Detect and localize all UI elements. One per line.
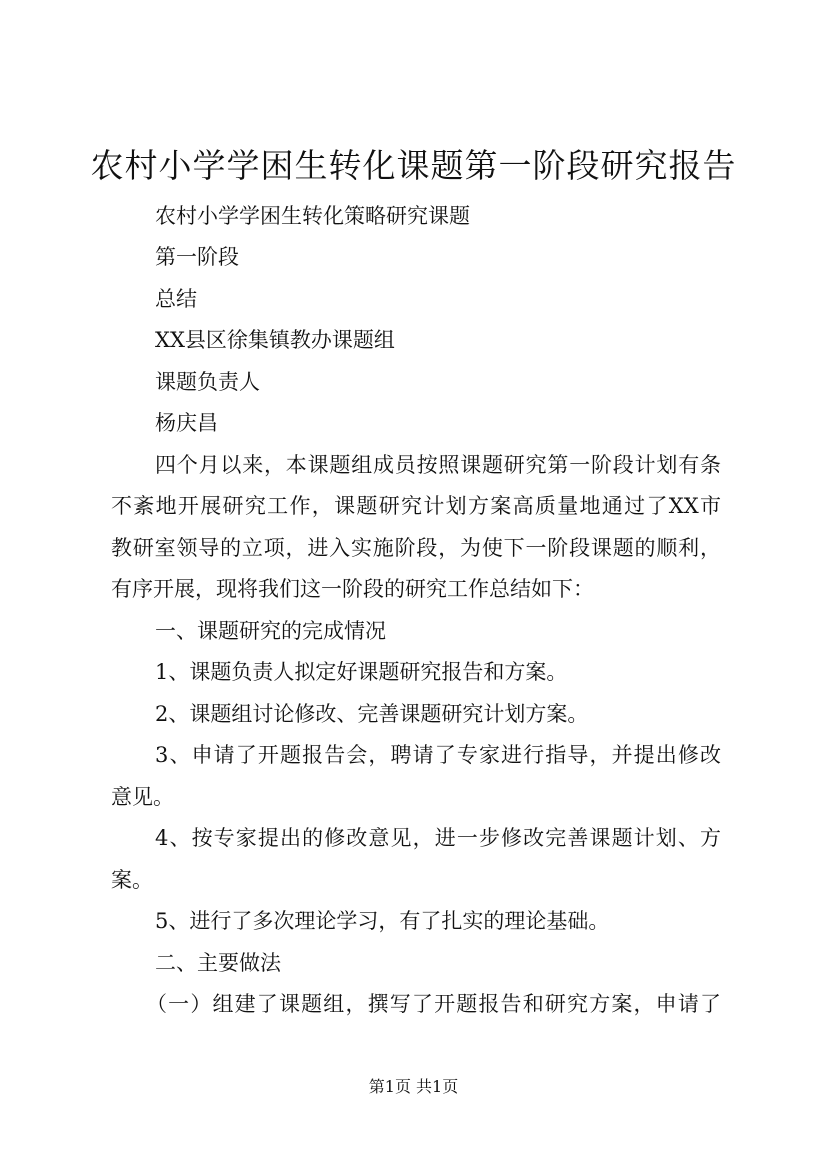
- organization-line: XX县区徐集镇教办课题组: [155, 328, 395, 352]
- leader-name-line: 杨庆昌: [155, 411, 218, 435]
- list-item-continuation: 意见。: [111, 785, 174, 809]
- leader-label-line: 课题负责人: [155, 370, 260, 394]
- list-item: 4、按专家提出的修改意见，进一步修改完善课题计划、方: [155, 826, 721, 850]
- section-heading: 一、课题研究的完成情况: [155, 619, 386, 643]
- paragraph-line: 有序开展，现将我们这一阶段的研究工作总结如下：: [111, 577, 594, 601]
- paragraph-line: 四个月以来，本课题组成员按照课题研究第一阶段计划有条: [155, 453, 721, 477]
- stage-line: 第一阶段: [155, 245, 239, 269]
- paragraph-line: 不紊地开展研究工作，课题研究计划方案高质量地通过了XX市: [111, 494, 721, 518]
- summary-line: 总结: [155, 287, 197, 311]
- paragraph-line: 教研室领导的立项，进入实施阶段，为使下一阶段课题的顺利，: [111, 536, 721, 560]
- page-footer: 第1页 共1页: [368, 1077, 459, 1096]
- subtitle-line: 农村小学学困生转化策略研究课题: [155, 204, 470, 228]
- list-item: 3、申请了开题报告会，聘请了专家进行指导，并提出修改: [155, 743, 721, 767]
- section-heading: 二、主要做法: [155, 951, 281, 975]
- list-item: 1、课题负责人拟定好课题研究报告和方案。: [155, 660, 568, 684]
- list-item-continuation: 案。: [111, 868, 153, 892]
- list-item: 2、课题组讨论修改、完善课题研究计划方案。: [155, 702, 589, 726]
- list-item: 5、进行了多次理论学习，有了扎实的理论基础。: [155, 909, 610, 933]
- document-title: 农村小学学困生转化课题第一阶段研究报告: [90, 146, 737, 185]
- paragraph-line: （一）组建了课题组，撰写了开题报告和研究方案，申请了: [146, 992, 721, 1016]
